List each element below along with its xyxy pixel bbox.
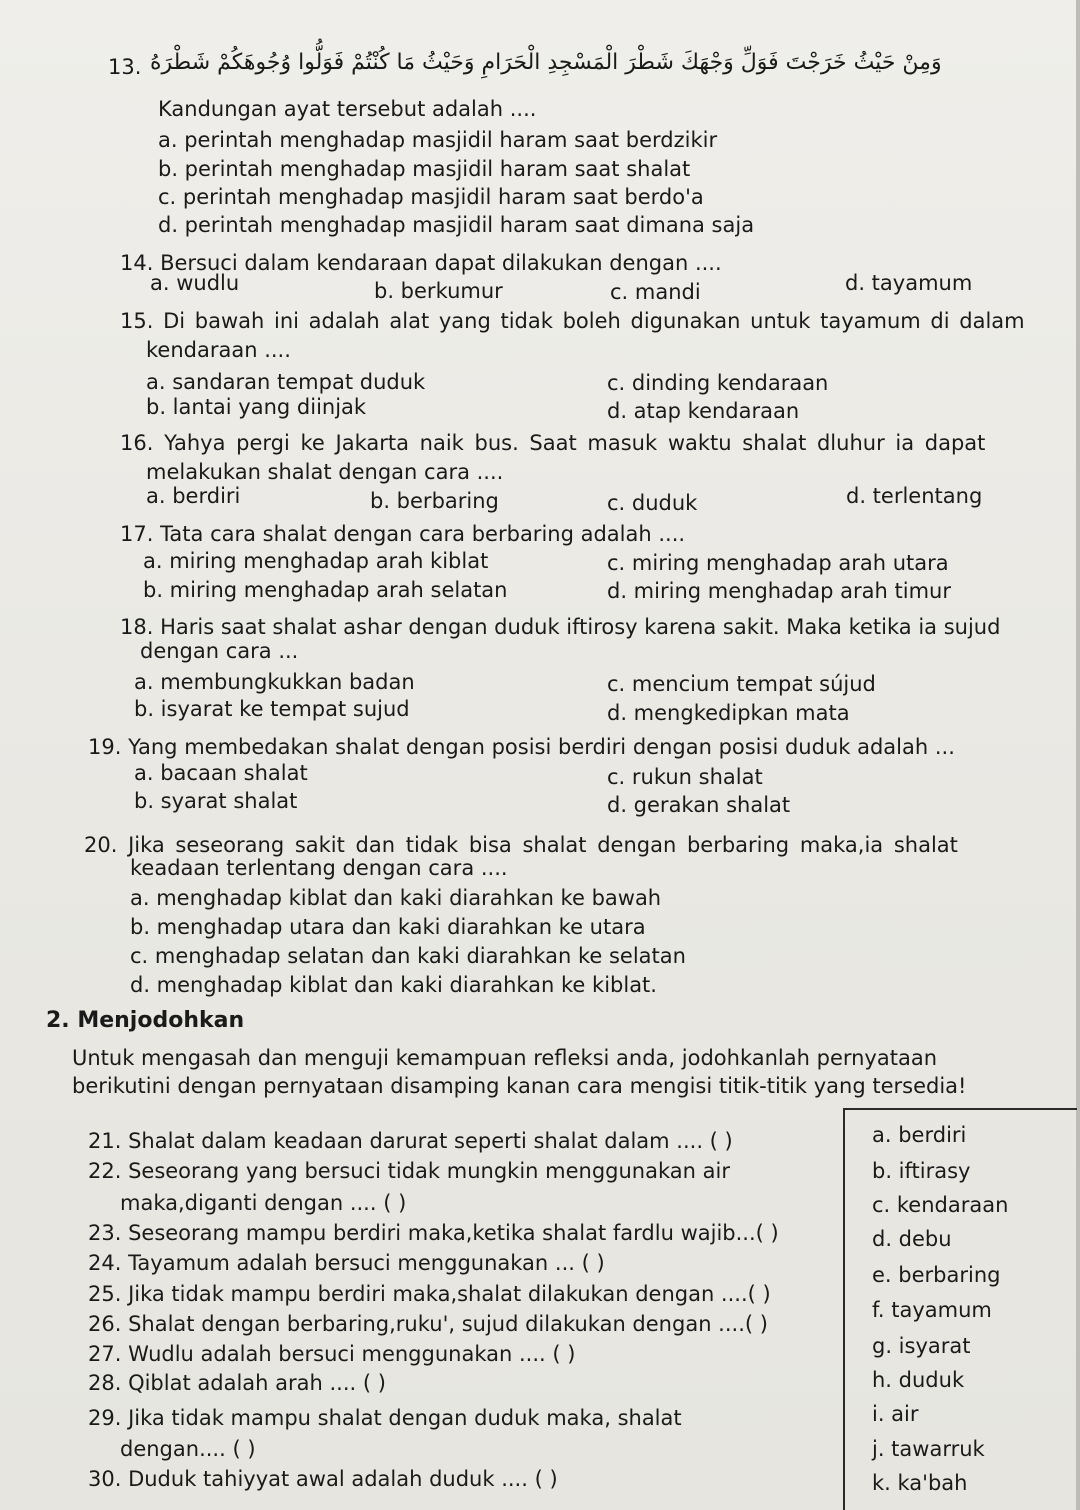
q20-question-line1: 20. Jika seseorang sakit dan tidak bisa shalat dengan berbaring maka,ia shalat [84,833,958,857]
q15-question-line1: 15. Di bawah ini adalah alat yang tidak boleh digunakan untuk tayamum di dalam [120,309,1025,333]
option-h: h. duduk [872,1368,965,1392]
q18-option-b: b. isyarat ke tempat sujud [134,697,410,721]
match-statement-30: 30. Duduk tahiyyat awal adalah duduk .... ( ) [88,1467,558,1491]
option-a: a. berdiri [872,1123,967,1147]
section-2-title: 2. Menjodohkan [46,1008,245,1033]
option-k: k. ka'bah [872,1471,968,1495]
q18-option-a: a. membungkukkan badan [134,670,415,694]
match-statement-25: 25. Jika tidak mampu berdiri maka,shalat dilakukan dengan ....( ) [88,1282,771,1306]
q20-option-b: b. menghadap utara dan kaki diarahkan ke utara [130,915,646,939]
q14-option-d: d. tayamum [845,271,973,295]
q13-number: 13. [108,55,142,79]
q16-option-d: d. terlentang [846,484,983,508]
q16-option-c: c. duduk [607,491,698,515]
q13-option-b: b. perintah menghadap masjidil haram saat shalat [158,157,691,181]
match-statement-24: 24. Tayamum adalah bersuci menggunakan ... ( ) [88,1251,605,1275]
q13-option-a: a. perintah menghadap masjidil haram saat berdzikir [158,128,718,152]
q13-option-d: d. perintah menghadap masjidil haram saat dimana saja [158,213,755,237]
q18-option-d: d. mengkedipkan mata [607,701,850,725]
q19-option-c: c. rukun shalat [607,765,763,789]
q15-option-b: b. lantai yang diinjak [146,395,367,419]
q20-option-a: a. menghadap kiblat dan kaki diarahkan ke bawah [130,886,662,910]
match-statement-21: 21. Shalat dalam keadaan darurat seperti shalat dalam .... ( ) [88,1129,733,1153]
q15-question-line2: kendaraan .... [146,338,291,362]
q14-question: 14. Bersuci dalam kendaraan dapat dilakukan dengan .... [120,251,722,275]
q18-question-line1: 18. Haris saat shalat ashar dengan duduk iftirosy karena sakit. Maka ketika ia sujud [120,615,1001,639]
option-f: f. tayamum [872,1298,992,1322]
option-e: e. berbaring [872,1263,1001,1287]
option-c: c. kendaraan [872,1193,1009,1217]
q16-question-line1: 16. Yahya pergi ke Jakarta naik bus. Saat masuk waktu shalat dluhur ia dapat [120,431,986,455]
q19-question: 19. Yang membedakan shalat dengan posisi berdiri dengan posisi duduk adalah ... [88,735,955,759]
q16-option-a: a. berdiri [146,484,241,508]
q13-question: Kandungan ayat tersebut adalah .... [158,97,537,121]
match-statement-22-line2: maka,diganti dengan .... ( ) [120,1191,407,1215]
q14-option-b: b. berkumur [374,279,503,303]
match-statement-27: 27. Wudlu adalah bersuci menggunakan .... ( ) [88,1342,576,1366]
q17-option-b: b. miring menghadap arah selatan [143,578,508,602]
q19-option-a: a. bacaan shalat [134,761,308,785]
option-j: j. tawarruk [872,1437,985,1461]
q18-question-line2: dengan cara ... [140,639,299,663]
q14-option-a: a. wudlu [150,271,240,295]
q13-option-c: c. perintah menghadap masjidil haram saat berdo'a [158,185,704,209]
section-2-instruction-line1: Untuk mengasah dan menguji kemampuan refleksi anda, jodohkanlah pernyataan [72,1046,938,1070]
q20-option-c: c. menghadap selatan dan kaki diarahkan ke selatan [130,944,686,968]
q17-question: 17. Tata cara shalat dengan cara berbaring adalah .... [120,522,686,546]
q15-option-c: c. dinding kendaraan [607,371,829,395]
q16-question-line2: melakukan shalat dengan cara .... [146,460,504,484]
match-statement-22-line1: 22. Seseorang yang bersuci tidak mungkin menggunakan air [88,1159,730,1183]
match-statement-29-line2: dengan.... ( ) [120,1437,256,1461]
match-statement-28: 28. Qiblat adalah arah .... ( ) [88,1371,386,1395]
q19-option-d: d. gerakan shalat [607,793,791,817]
match-statement-23: 23. Seseorang mampu berdiri maka,ketika shalat fardlu wajib...( ) [88,1221,779,1245]
section-2-instruction-line2: berikutini dengan pernyataan disamping kanan cara mengisi titik-titik yang tersedia! [72,1074,967,1098]
q18-option-c: c. mencium tempat sújud [607,672,876,696]
q19-option-b: b. syarat shalat [134,789,298,813]
q13-arabic-verse: وَمِنْ حَيْثُ خَرَجْتَ فَوَلِّ وَجْهَكَ شَطْرَ الْمَسْجِدِ الْحَرَامِ وَحَيْثُ مَا كُنْتُمْ فَوَلُّوا وُجُوهَكُمْ شَطْرَهُ [150,50,942,75]
q17-option-d: d. miring menghadap arah timur [607,579,951,603]
match-statement-29-line1: 29. Jika tidak mampu shalat dengan duduk maka, shalat [88,1406,682,1430]
q14-option-c: c. mandi [610,280,701,304]
option-b: b. iftirasy [872,1159,971,1183]
q17-option-a: a. miring menghadap arah kiblat [143,549,489,573]
q17-option-c: c. miring menghadap arah utara [607,551,949,575]
q20-option-d: d. menghadap kiblat dan kaki diarahkan ke kiblat. [130,973,657,997]
option-g: g. isyarat [872,1334,971,1358]
option-i: i. air [872,1402,919,1426]
q20-question-line2: keadaan terlentang dengan cara .... [130,856,508,880]
match-statement-26: 26. Shalat dengan berbaring,ruku', sujud dilakukan dengan ....( ) [88,1312,768,1336]
q15-option-d: d. atap kendaraan [607,399,800,423]
option-d: d. debu [872,1227,952,1251]
q16-option-b: b. berbaring [370,489,499,513]
q15-option-a: a. sandaran tempat duduk [146,370,426,394]
